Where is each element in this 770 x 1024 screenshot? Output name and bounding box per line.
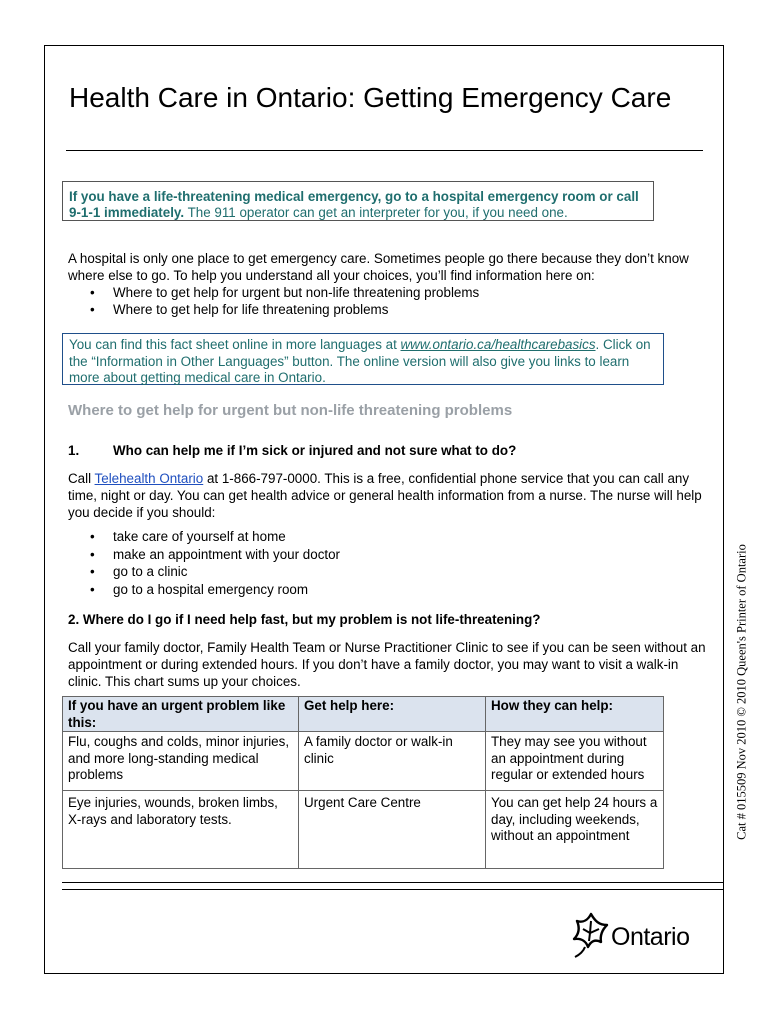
telehealth-paragraph — [68, 470, 708, 521]
languages-info-box — [62, 333, 664, 385]
telehealth-rest-text: at 1-866-797-0000. This is a free, confidential phone service that you can call any time, night or day. You can get health advice or general health information from a nurse. The nurse will help you decide if you should: — [68, 471, 702, 520]
question-2: 2. Where do I go if I need help fast, but my problem is not life-threatening? — [68, 612, 541, 627]
alert-rest-text: The 911 operator can get an interpreter for you, if you need one. — [184, 205, 568, 220]
table-cell: A family doctor or walk-in clinic — [299, 732, 486, 791]
intro-bullet-list — [68, 284, 708, 318]
intro-paragraph: A hospital is only one place to get emergency care. Sometimes people go there because they don’t know where else to go. To help you understand all your choices, you’ll find information here on: — [68, 251, 689, 283]
title-divider — [66, 150, 703, 151]
trillium-icon — [571, 911, 611, 961]
intro-section — [68, 250, 708, 318]
list-item: • make an appointment with your doctor — [68, 546, 568, 564]
question-1 — [68, 443, 516, 458]
telehealth-ontario-link[interactable]: Telehealth Ontario — [94, 471, 204, 486]
table-row — [63, 791, 664, 869]
list-item: • take care of yourself at home — [68, 528, 568, 546]
catalogue-note: Cat # 015509 Nov 2010 © 2010 Queen's Printer of Ontario — [734, 544, 749, 840]
table-header-row — [63, 697, 664, 732]
list-item: • Where to get help for life threatening problems — [68, 301, 708, 318]
footer-divider — [62, 889, 724, 890]
table-header-cell: How they can help: — [486, 697, 664, 732]
list-item: • Where to get help for urgent but non-life threatening problems — [68, 284, 708, 301]
ontario-wordmark: Ontario — [611, 923, 690, 951]
urgent-care-chart — [62, 696, 664, 869]
table-header-cell: If you have an urgent problem like this: — [63, 697, 299, 732]
list-item: • go to a clinic — [68, 563, 568, 581]
footer-divider — [62, 882, 724, 883]
question-number: 1. — [68, 443, 80, 458]
emergency-alert-box — [62, 181, 654, 221]
table-header-cell: Get help here: — [299, 697, 486, 732]
info-text-before: You can find this fact sheet online in more languages at — [69, 337, 401, 352]
question-2-paragraph: Call your family doctor, Family Health Team or Nurse Practitioner Clinic to see if you can be seen without an appointment or during extended hours. If you don’t have a family doctor, you may want to visit a walk-in clinic. This chart sums up your choices. — [68, 640, 706, 689]
info-text-after: . Click on the “Information in Other Languages” button. The online version will also give you links to learn more about getting medical care in Ontario. — [69, 337, 651, 385]
page-title: Health Care in Ontario: Getting Emergency Care — [69, 82, 672, 113]
nurse-options-list — [68, 528, 568, 598]
ontario-logo — [571, 911, 701, 961]
nurse-options-section — [68, 528, 568, 598]
list-item: • go to a hospital emergency room — [68, 581, 568, 599]
table-cell: They may see you without an appointment during regular or extended hours — [486, 732, 664, 791]
table-cell: Flu, coughs and colds, minor injuries, and more long-standing medical problems — [63, 732, 299, 791]
alert-bold-text: If you have a life-threatening medical emergency, go to a hospital emergency room or call 9-1-1 immediately. — [69, 189, 639, 220]
question-text: Who can help me if I’m sick or injured and not sure what to do? — [113, 443, 517, 458]
healthcarebasics-link[interactable]: www.ontario.ca/healthcarebasics — [400, 337, 596, 352]
table-cell: Eye injuries, wounds, broken limbs, X-rays and laboratory tests. — [63, 791, 299, 869]
table-cell: Urgent Care Centre — [299, 791, 486, 869]
table-cell: You can get help 24 hours a day, including weekends, without an appointment — [486, 791, 664, 869]
table-row — [63, 732, 664, 791]
call-text: Call — [68, 471, 95, 486]
section-heading: Where to get help for urgent but non-life threatening problems — [68, 402, 513, 419]
